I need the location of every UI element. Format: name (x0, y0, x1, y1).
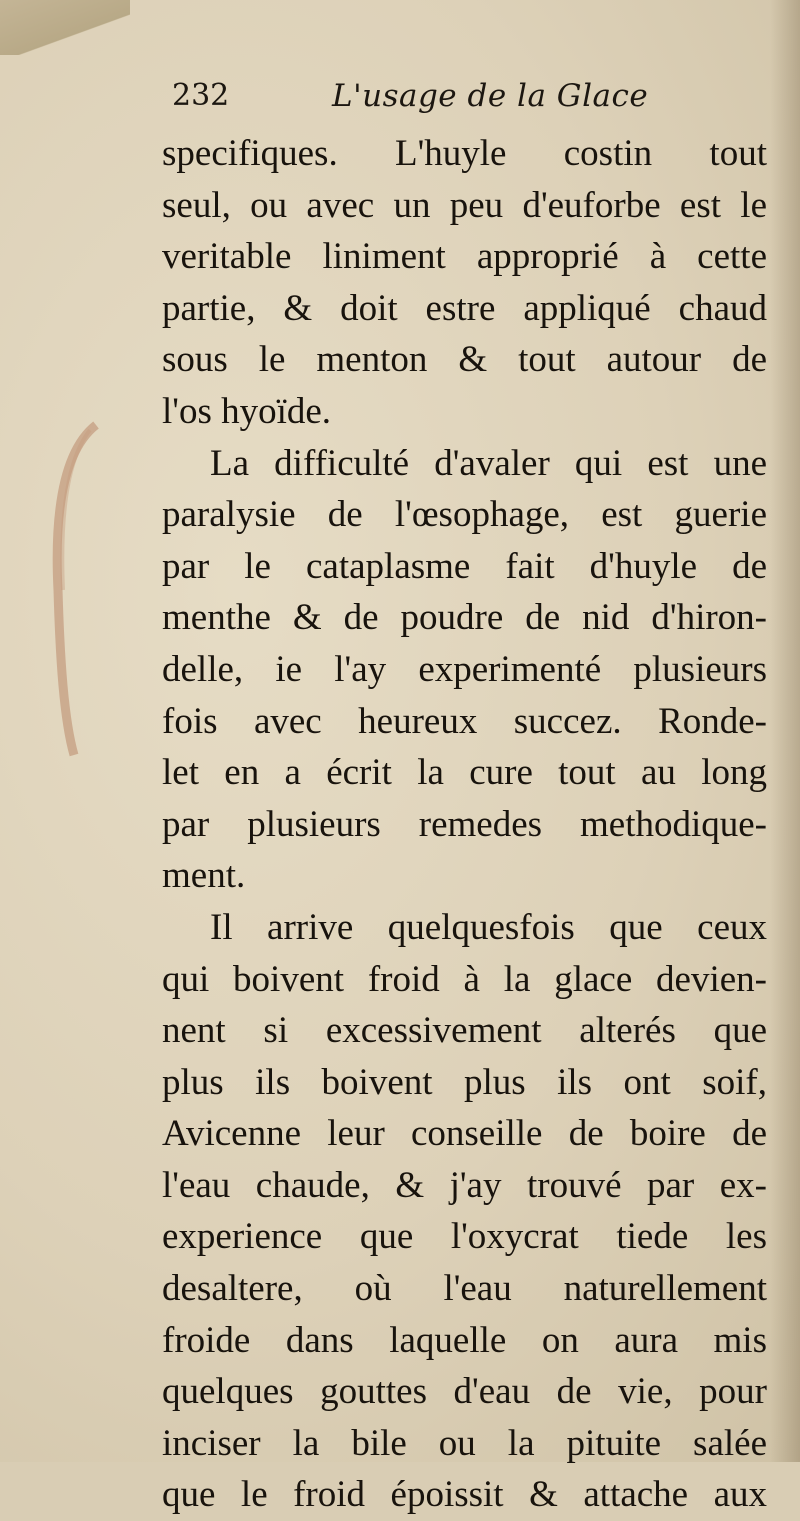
text-line: paralysie de l'œsophage, est guerie (162, 494, 767, 536)
text-line: froide dans laquelle on aura mis (162, 1319, 767, 1361)
text-line: Il arrive quelquesfois que ceux (210, 906, 767, 948)
text-line: que le froid époissit & attache aux (162, 1474, 767, 1516)
text-line: ment. (162, 855, 246, 897)
text-line: Avicenne leur conseille de boire de (162, 1113, 767, 1155)
text-line: l'os hyoïde. (162, 390, 332, 432)
text-line: veritable liniment approprié à cette (162, 236, 767, 278)
gutter-shadow (770, 0, 800, 1462)
text-line: menthe & de poudre de nid d'hiron- (162, 597, 767, 639)
text-line: partie, & doit estre appliqué chaud (162, 287, 767, 329)
page-number: 232 (172, 78, 230, 113)
running-title: L'usage de la Glace (332, 78, 649, 114)
text-line: let en a écrit la cure tout au long (162, 752, 767, 794)
text-line: quelques gouttes d'eau de vie, pour (162, 1371, 767, 1413)
text-line: seul, ou avec un peu d'euforbe est le (162, 184, 767, 226)
text-line: desaltere, où l'eau naturellement (162, 1268, 767, 1310)
text-line: sous le menton & tout autour de (162, 339, 767, 381)
text-line: qui boivent froid à la glace devien- (162, 958, 767, 1000)
text-line: par le cataplasme fait d'huyle de (162, 545, 767, 587)
text-line: l'eau chaude, & j'ay trouvé par ex- (162, 1164, 767, 1206)
text-line: inciser la bile ou la pituite salée (162, 1422, 767, 1464)
page-header (172, 78, 762, 122)
text-line: experience que l'oxycrat tiede les (162, 1216, 767, 1258)
torn-corner (0, 0, 130, 55)
paragraph-swallowing (162, 438, 767, 902)
paragraph-thirst (162, 902, 767, 1521)
body-text (162, 128, 767, 1521)
text-line: nent si excessivement alterés que (162, 1010, 767, 1052)
text-line: La difficulté d'avaler qui est une (210, 442, 767, 484)
text-line: plus ils boivent plus ils ont soif, (162, 1061, 767, 1103)
text-line: fois avec heureux succez. Ronde- (162, 700, 767, 742)
paragraph-continuation (162, 128, 767, 438)
ink-stain-mark (44, 420, 104, 760)
text-line: specifiques. L'huyle costin tout (162, 133, 767, 174)
text-line: par plusieurs remedes methodique- (162, 803, 767, 845)
text-line: delle, ie l'ay experimenté plusieurs (162, 648, 767, 690)
